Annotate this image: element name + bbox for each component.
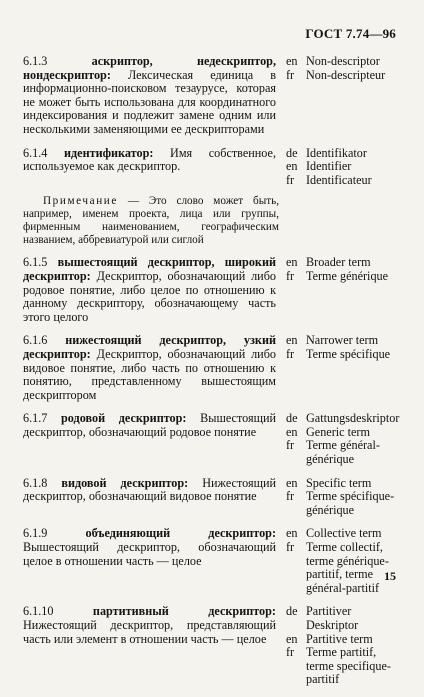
foreign-equivalents	[286, 477, 403, 518]
note-paragraph	[23, 195, 279, 247]
standard-header: ГОСТ 7.74—96	[305, 26, 396, 41]
term-definition	[23, 256, 276, 324]
term-entry	[23, 477, 403, 518]
entry-definition: Лексическая единица в информационно-поисковом тезаурусе, которая не может быть использована для координатного индексирования и подлежит замене одним или несколькими заменяющими ее дескрипторами	[23, 67, 276, 136]
term-entry	[23, 527, 403, 595]
foreign-term: Non-descriptor	[306, 54, 380, 68]
foreign-term: Identifikator	[306, 145, 367, 160]
foreign-equivalents	[286, 527, 403, 595]
entry-number: 6.1.3	[23, 54, 48, 68]
foreign-term: Terme général-générique	[306, 438, 380, 467]
page-number: 15	[384, 569, 396, 583]
entry-number: 6.1.10	[23, 604, 54, 619]
lang-code: en	[286, 333, 298, 348]
term-definition	[23, 334, 276, 402]
lang-code: en	[286, 631, 298, 646]
entry-definition: Имя собственное, используемое как дескриптор.	[23, 145, 277, 174]
term-entry	[23, 605, 403, 687]
foreign-term: Terme collectif, terme générique-partitif, terme général-partitif	[306, 540, 389, 595]
term-definition	[23, 412, 276, 466]
foreign-equivalents	[286, 55, 403, 137]
entry-definition: Вышестоящий дескриптор, обозначающий целое в отношении часть — целое	[23, 540, 276, 568]
term-entry	[23, 147, 403, 188]
foreign-term: Collective term	[306, 526, 382, 541]
foreign-term: Terme spécifique-générique	[306, 489, 395, 517]
term-entries	[23, 55, 403, 697]
lang-code: fr	[286, 540, 295, 555]
foreign-term: Terme spécifique	[306, 346, 391, 361]
lang-code: en	[286, 54, 298, 68]
entry-definition: Дескриптор, обозначающий либо родовое понятие, либо целое по отношению к данному дескриптору, обозначающему часть этого целого	[23, 268, 276, 324]
lang-code: en	[286, 255, 298, 270]
entry-term: родовой дескриптор:	[61, 411, 187, 426]
lang-code: en	[286, 526, 298, 541]
foreign-equivalents	[286, 147, 403, 188]
term-definition	[23, 527, 276, 595]
foreign-term: Terme partitif, terme specifique-partitif	[306, 645, 391, 687]
lang-code: fr	[286, 172, 295, 187]
foreign-equivalents	[286, 334, 403, 402]
term-definition	[23, 55, 276, 137]
term-entry	[23, 334, 403, 402]
lang-code: fr	[286, 346, 295, 361]
term-definition	[23, 477, 276, 518]
entry-number: 6.1.7	[23, 411, 48, 426]
entry-definition: Нижестоящий дескриптор, обозначающий видовое понятие	[23, 475, 277, 504]
entry-definition: Дескриптор, обозначающий либо видовое понятие, либо часть по отношению к понятию, представленному вышестоящим дескриптором	[23, 346, 276, 402]
term-definition	[23, 605, 276, 687]
term-entry	[23, 412, 403, 466]
foreign-term: Gattungsdeskriptor	[306, 411, 400, 426]
term-entry	[23, 256, 403, 324]
lang-code: fr	[286, 438, 295, 453]
lang-code: en	[286, 159, 298, 174]
foreign-equivalents	[286, 256, 403, 324]
term-entry	[23, 55, 403, 137]
foreign-term: Non-descripteur	[306, 67, 386, 82]
entry-term: вышестоящий дескриптор, широкий дескриптор:	[23, 255, 276, 283]
foreign-term: Generic term	[306, 424, 370, 439]
foreign-equivalents	[286, 605, 403, 687]
foreign-term: Terme générique	[306, 268, 389, 283]
entry-number: 6.1.5	[23, 255, 48, 270]
foreign-term: Specific term	[306, 475, 372, 490]
foreign-term: Partitiver Deskriptor	[306, 604, 359, 632]
entry-number: 6.1.9	[23, 526, 48, 541]
entry-term: идентификатор:	[63, 145, 154, 160]
lang-code: en	[286, 424, 298, 439]
lang-code: de	[286, 604, 298, 619]
lang-code: fr	[286, 489, 295, 504]
lang-code: de	[286, 411, 298, 426]
lang-code: de	[286, 145, 298, 160]
foreign-equivalents	[286, 412, 403, 466]
foreign-term: Identifier	[306, 159, 352, 174]
entry-term: нижестоящий дескриптор, узкий дескриптор:	[23, 333, 276, 361]
entry-number: 6.1.8	[23, 475, 48, 490]
foreign-term: Narrower term	[306, 333, 379, 348]
entry-term: видовой дескриптор:	[61, 475, 189, 490]
lang-code: fr	[286, 67, 295, 82]
note-label: Примечание	[43, 195, 118, 208]
entry-definition: Нижестоящий дескриптор, представляющий часть или элемент в отношении часть — целое	[23, 618, 276, 646]
entry-term: аскриптор, недескриптор, нондескриптор:	[23, 54, 276, 82]
lang-code: fr	[286, 645, 295, 660]
term-definition	[23, 147, 276, 188]
foreign-term: Identificateur	[306, 172, 372, 187]
note-text: — Это слово может быть, например, именем проекта, лица или группы, фирменным наименованием, географическим названием, аббревиатурой или сиглой	[23, 195, 279, 247]
lang-code: fr	[286, 268, 295, 283]
foreign-term: Partitive term	[306, 631, 373, 646]
entry-number: 6.1.4	[23, 145, 48, 160]
lang-code: en	[286, 475, 298, 490]
entry-definition: Вышестоящий дескриптор, обозначающий родовое понятие	[23, 411, 277, 439]
foreign-term: Broader term	[306, 255, 371, 270]
entry-term: объединяющий дескриптор:	[85, 526, 277, 541]
entry-number: 6.1.6	[23, 333, 48, 348]
entry-term: партитивный дескриптор:	[92, 604, 276, 619]
